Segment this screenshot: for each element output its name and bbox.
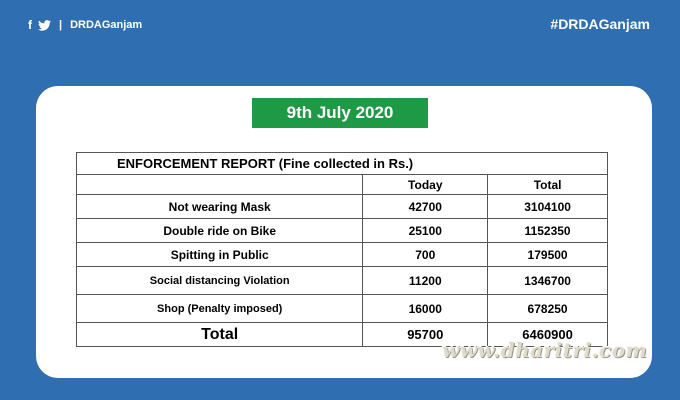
header-label xyxy=(77,175,363,195)
table-row xyxy=(77,243,608,267)
row-label: Not wearing Mask xyxy=(77,195,363,219)
row-today: 25100 xyxy=(363,219,488,243)
row-label: Shop (Penalty imposed) xyxy=(77,295,363,323)
report-card xyxy=(36,86,652,378)
row-total: 678250 xyxy=(488,295,608,323)
row-today: 11200 xyxy=(363,267,488,295)
row-total: 179500 xyxy=(488,243,608,267)
row-label: Social distancing Violation xyxy=(77,267,363,295)
header-today: Today xyxy=(363,175,488,195)
handle-text: DRDAGanjam xyxy=(70,19,143,31)
row-total: 1346700 xyxy=(488,267,608,295)
row-today: 700 xyxy=(363,243,488,267)
table-row xyxy=(77,219,608,243)
table-row xyxy=(77,267,608,295)
row-total: 1152350 xyxy=(488,219,608,243)
table-title: ENFORCEMENT REPORT (Fine collected in Rs.) xyxy=(77,153,608,175)
header-total: Total xyxy=(488,175,608,195)
enforcement-table xyxy=(76,152,608,347)
top-bar xyxy=(0,0,680,50)
social-links xyxy=(28,18,142,32)
table-title-row xyxy=(77,153,608,175)
table-row xyxy=(77,295,608,323)
total-label: Total xyxy=(77,323,363,347)
separator: | xyxy=(59,19,63,31)
total-today: 95700 xyxy=(363,323,488,347)
row-label: Spitting in Public xyxy=(77,243,363,267)
hashtag: #DRDAGanjam xyxy=(550,16,650,32)
date-badge: 9th July 2020 xyxy=(252,98,428,128)
table-row xyxy=(77,195,608,219)
watermark: www.dharitri.com xyxy=(442,338,648,362)
total-total: 6460900 xyxy=(488,323,608,347)
facebook-icon[interactable]: f xyxy=(28,18,32,32)
row-today: 16000 xyxy=(363,295,488,323)
twitter-icon[interactable] xyxy=(38,20,51,31)
row-total: 3104100 xyxy=(488,195,608,219)
row-today: 42700 xyxy=(363,195,488,219)
table-header-row xyxy=(77,175,608,195)
row-label: Double ride on Bike xyxy=(77,219,363,243)
